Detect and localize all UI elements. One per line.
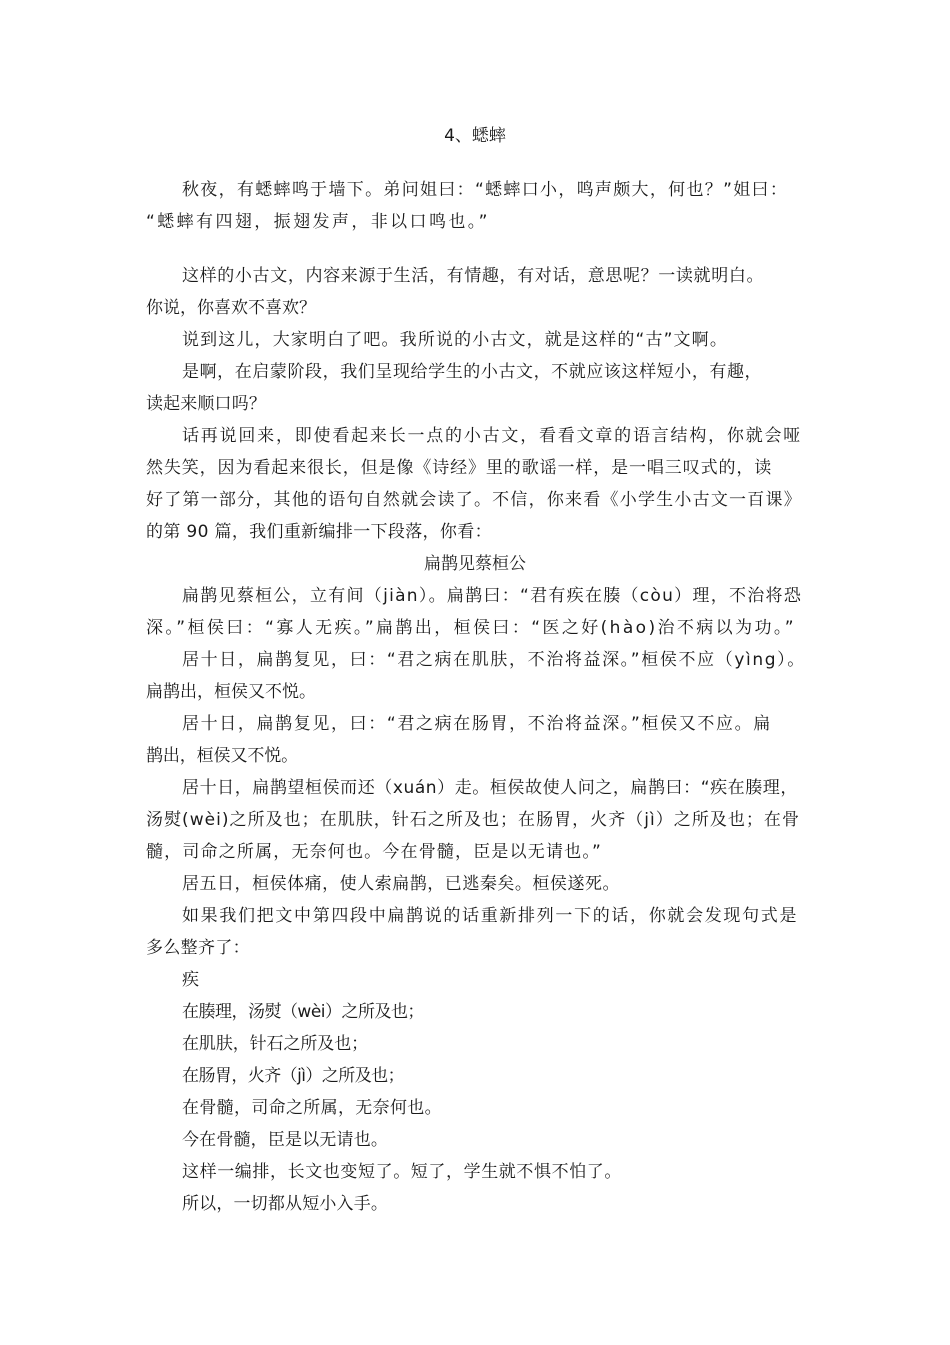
text-line-10: 好了第一部分，其他的语句自然就会读了。不信，你来看《小学生小古文一百课》 <box>146 490 802 510</box>
text-line-22: 居五日，桓侯体痛，使人索扁鹊，已逃秦矣。桓侯遂死。 <box>182 874 620 894</box>
text-line-3: 这样的小古文，内容来源于生活，有情趣，有对话，意思呢？一读就明白。 <box>182 266 765 286</box>
text-line-4: 你说，你喜欢不喜欢？ <box>146 298 316 318</box>
text-line-29: 在骨髓，司命之所属，无奈何也。 <box>182 1098 442 1118</box>
text-line-2: “蟋蟀有四翅，振翅发声，非以口鸣也。” <box>146 212 490 232</box>
text-line-14: 深。”桓侯曰：“寡人无疾。”扁鹊出，桓侯曰：“医之好(hào)治不病以为功。” <box>146 618 796 638</box>
text-line-7: 读起来顺口吗？ <box>146 394 266 414</box>
text-line-9: 然失笑，因为看起来很长，但是像《诗经》里的歌谣一样，是一唱三叹式的，读 <box>146 458 773 478</box>
text-line-19: 居十日，扁鹊望桓侯而还（xuán）走。桓侯故使人问之，扁鹊曰：“疾在腠理， <box>182 778 798 798</box>
text-line-5: 说到这儿，大家明白了吧。我所说的小古文，就是这样的“古”文啊。 <box>182 330 728 350</box>
text-line-13: 扁鹊见蔡桓公，立有间（jiàn）。扁鹊曰：“君有疾在腠（còu）理，不治将恐 <box>182 586 803 606</box>
text-line-8: 话再说回来，即使看起来长一点的小古文，看看文章的语言结构，你就会哑 <box>182 426 803 446</box>
text-line-26: 在腠理，汤熨（wèi）之所及也； <box>182 1002 424 1022</box>
text-line-32: 所以，一切都从短小入手。 <box>182 1194 389 1214</box>
text-line-30: 今在骨髓，臣是以无请也。 <box>182 1130 389 1150</box>
text-line-17: 居十日，扁鹊复见，曰：“君之病在肠胃，不治将益深。”桓侯又不应。扁 <box>182 714 772 734</box>
text-line-21: 髓，司命之所属，无奈何也。今在骨髓，臣是以无请也。” <box>146 842 602 862</box>
text-line-20: 汤熨(wèi)之所及也；在肌肤，针石之所及也；在肠胃，火齐（jì）之所及也；在骨 <box>146 810 800 830</box>
text-line-28: 在肠胃，火齐（jì）之所及也； <box>182 1066 405 1086</box>
text-line-11: 的第 90 篇，我们重新编排一下段落，你看： <box>146 522 492 542</box>
document-title: 4、蟋蟀 <box>444 126 506 146</box>
text-line-18: 鹊出，桓侯又不悦。 <box>146 746 299 766</box>
text-line-25: 疾 <box>182 970 199 990</box>
text-line-16: 扁鹊出，桓侯又不悦。 <box>146 682 316 702</box>
text-line-15: 居十日，扁鹊复见，曰：“君之病在肌肤，不治将益深。”桓侯不应（yìng）。 <box>182 650 806 670</box>
text-line-24: 多么整齐了： <box>146 938 250 958</box>
text-line-23: 如果我们把文中第四段中扁鹊说的话重新排列一下的话，你就会发现句式是 <box>182 906 799 926</box>
text-line-27: 在肌肤，针石之所及也； <box>182 1034 369 1054</box>
text-line-31: 这样一编排，长文也变短了。短了，学生就不惧不怕了。 <box>182 1162 622 1182</box>
section-heading: 扁鹊见蔡桓公 <box>424 554 526 574</box>
text-line-6: 是啊，在启蒙阶段，我们呈现给学生的小古文，不就应该这样短小，有趣， <box>182 362 763 382</box>
text-line-1: 秋夜，有蟋蟀鸣于墙下。弟问姐曰：“蟋蟀口小，鸣声颇大，何也？”姐曰： <box>182 180 789 200</box>
